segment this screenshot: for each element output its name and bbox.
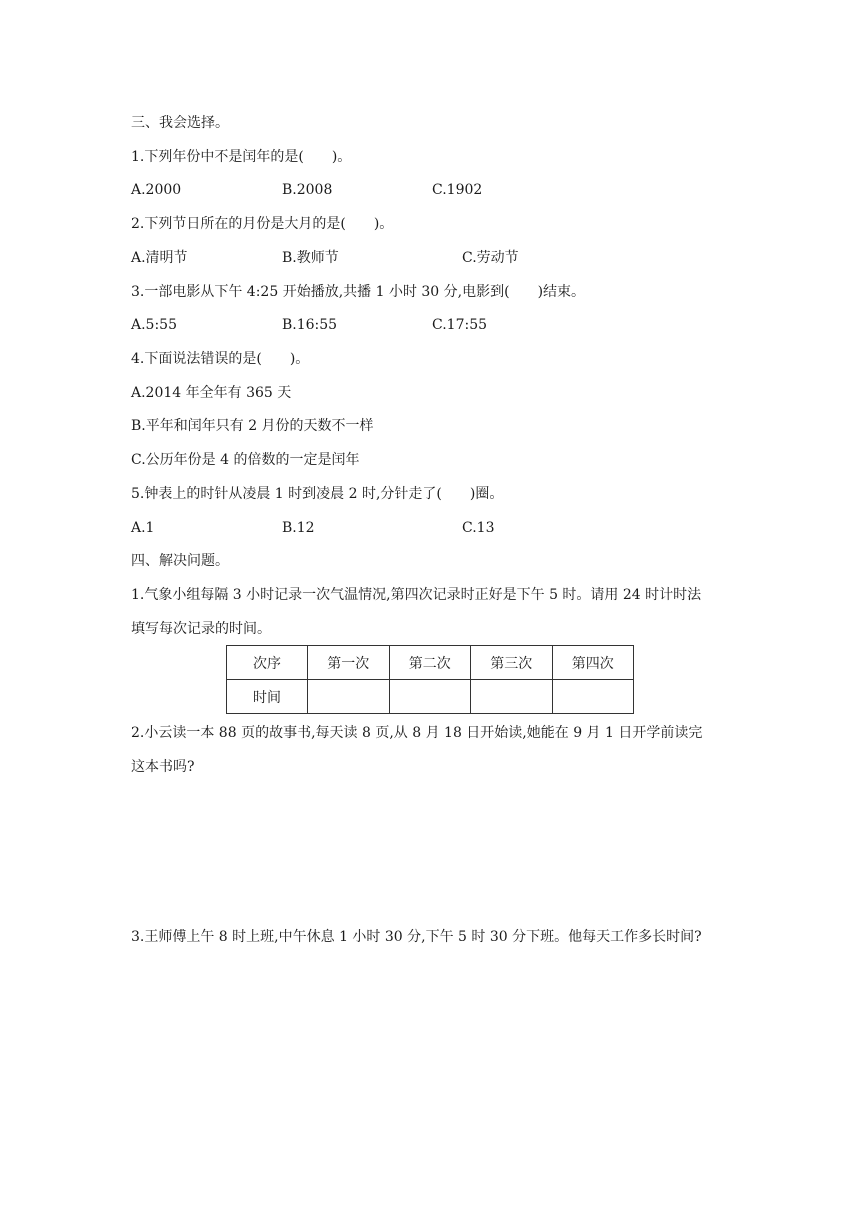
question-2-option-b: B.教师节	[282, 250, 339, 266]
problem-3-line-1: 3.王师傅上午 8 时上班,中午休息 1 小时 30 分,下午 5 时 30 分下班。他每天工作多长时间?	[131, 929, 702, 945]
question-2-stem: 2.下列节日所在的月份是大月的是( )。	[131, 216, 394, 232]
section-3-heading: 三、我会选择。	[131, 115, 229, 131]
problem-2-line-1: 2.小云读一本 88 页的故事书,每天读 8 页,从 8 月 18 日开始读,她能在 9 月 1 日开学前读完	[131, 725, 703, 741]
question-3-option-b: B.16:55	[282, 317, 338, 333]
table-row	[227, 680, 634, 714]
question-2-option-a: A.清明节	[131, 250, 188, 266]
table-row	[227, 646, 634, 680]
question-4-option-a: A.2014 年全年有 365 天	[131, 385, 292, 401]
question-1-option-a: A.2000	[131, 182, 182, 198]
section-4-heading: 四、解决问题。	[131, 553, 229, 569]
table-header-cell: 第二次	[389, 646, 471, 680]
question-4-option-b: B.平年和闰年只有 2 月份的天数不一样	[131, 418, 374, 434]
question-3-stem: 3.一部电影从下午 4:25 开始播放,共播 1 小时 30 分,电影到( )结束。	[131, 284, 586, 300]
record-time-table	[226, 645, 634, 714]
question-4-option-c: C.公历年份是 4 的倍数的一定是闰年	[131, 452, 360, 468]
problem-2-line-2: 这本书吗?	[131, 759, 195, 775]
question-1-option-b: B.2008	[282, 182, 333, 198]
question-1-stem: 1.下列年份中不是闰年的是( )。	[131, 149, 352, 165]
table-header-cell: 次序	[227, 646, 308, 680]
table-header-cell: 第四次	[552, 646, 634, 680]
answer-cell-4[interactable]	[552, 680, 634, 714]
question-3-option-c: C.17:55	[432, 317, 488, 333]
answer-cell-2[interactable]	[389, 680, 471, 714]
question-3-option-a: A.5:55	[131, 317, 177, 333]
question-1-option-c: C.1902	[432, 182, 483, 198]
question-5-option-b: B.12	[282, 520, 315, 536]
table-header-cell: 第一次	[308, 646, 390, 680]
answer-cell-3[interactable]	[471, 680, 553, 714]
problem-1-line-2: 填写每次记录的时间。	[131, 621, 271, 637]
table-row-label: 时间	[227, 680, 308, 714]
question-5-stem: 5.钟表上的时针从凌晨 1 时到凌晨 2 时,分针走了( )圈。	[131, 486, 504, 502]
question-2-option-c: C.劳动节	[462, 250, 519, 266]
problem-1-line-1: 1.气象小组每隔 3 小时记录一次气温情况,第四次记录时正好是下午 5 时。请用 24 时计时法	[131, 587, 702, 603]
table-header-cell: 第三次	[471, 646, 553, 680]
question-5-option-c: C.13	[462, 520, 495, 536]
question-4-stem: 4.下面说法错误的是( )。	[131, 351, 310, 367]
question-5-option-a: A.1	[131, 520, 155, 536]
answer-cell-1[interactable]	[308, 680, 390, 714]
